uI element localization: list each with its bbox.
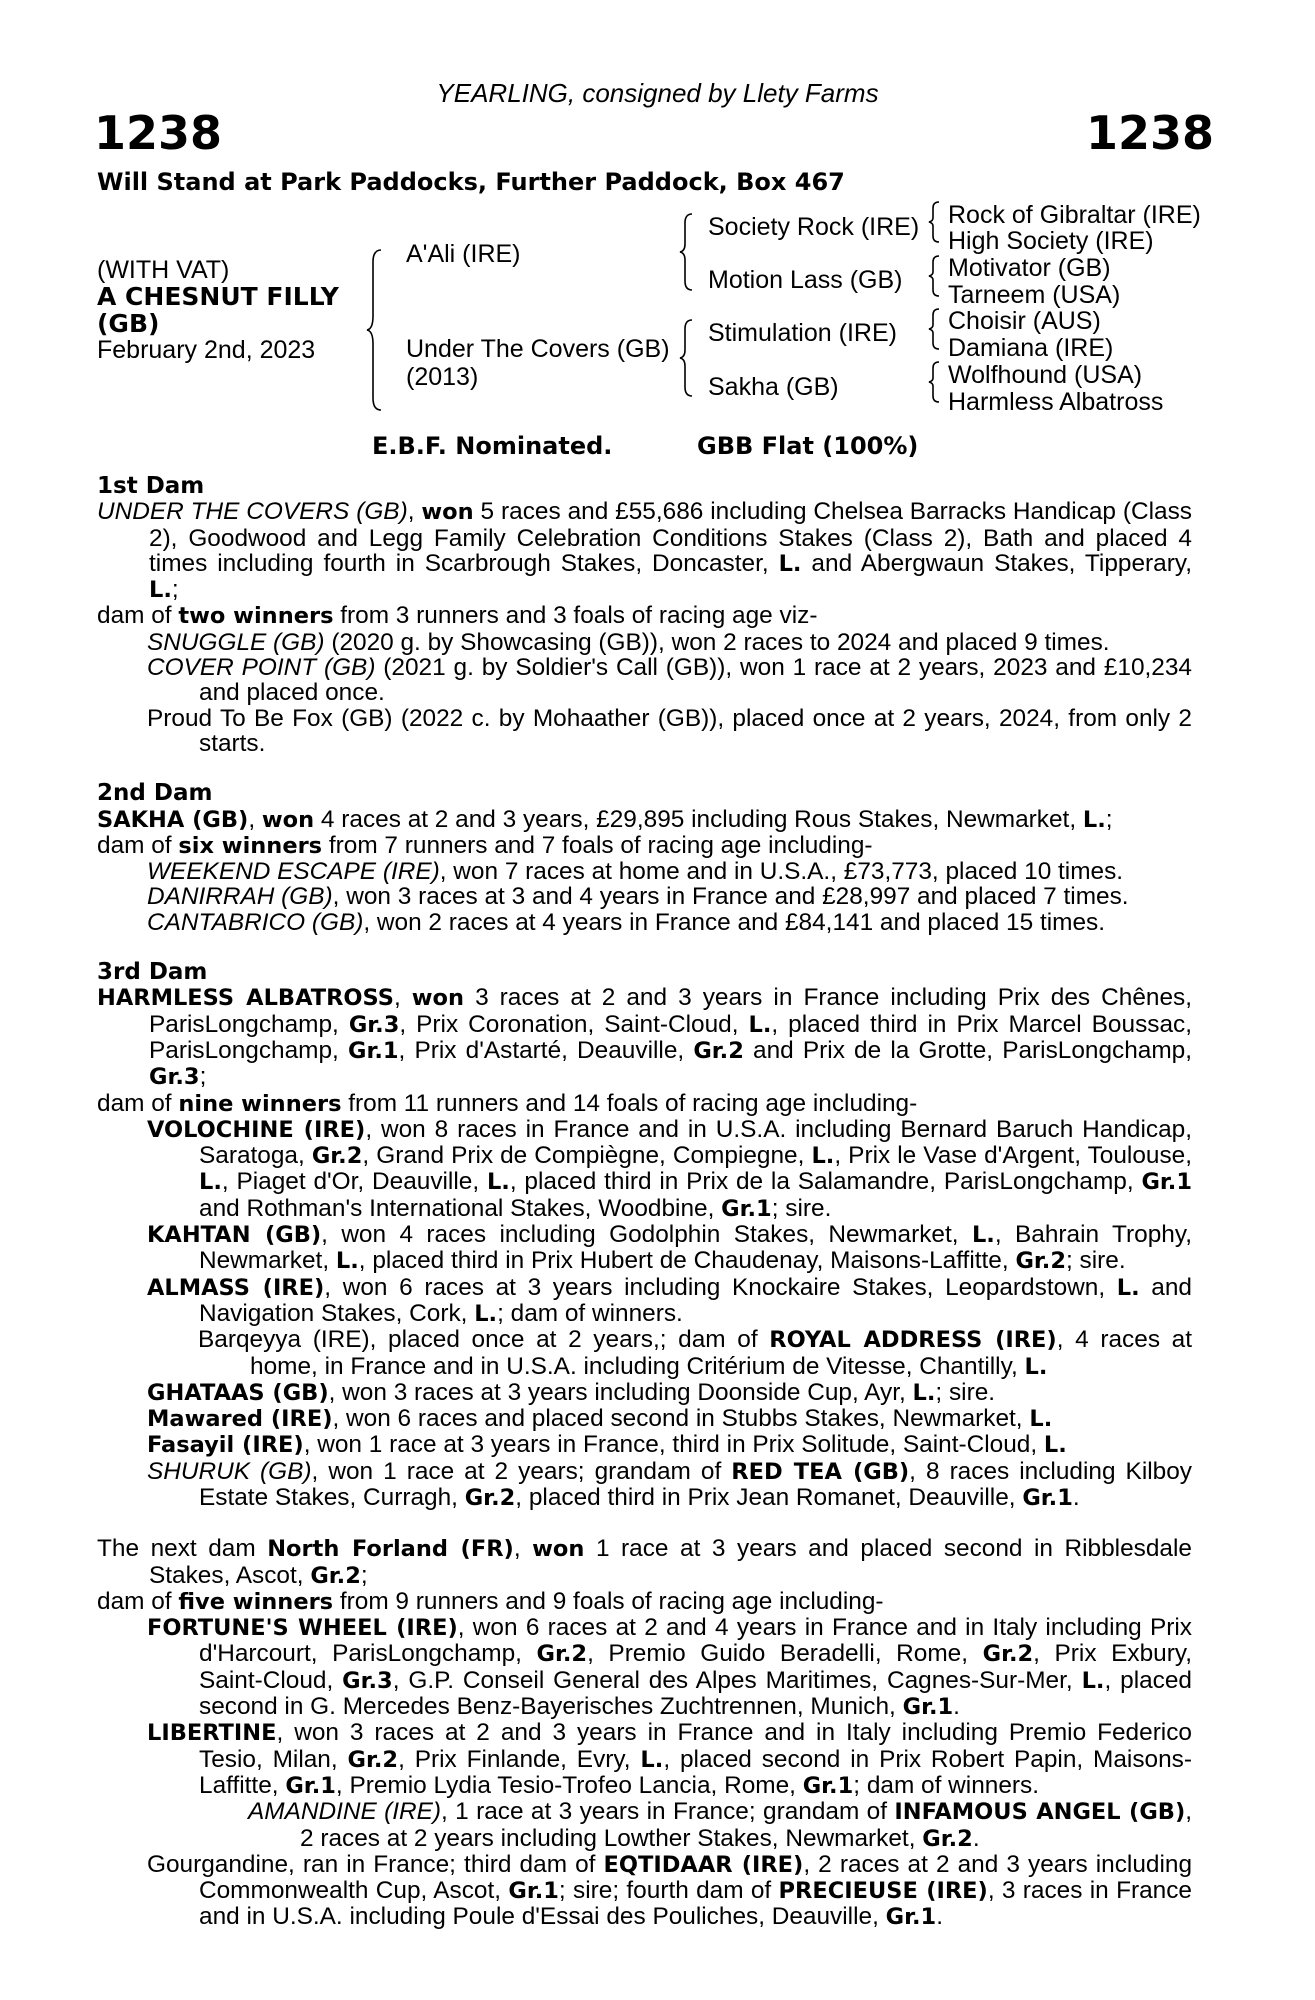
second-dam-record: SAKHA (GB), won 4 races at 2 and 3 years, £29,895 including Rous Stakes, Newmarket, L.;: [97, 805, 1113, 833]
dam-brace: [680, 320, 694, 396]
horse-title: A CHESNUT FILLY: [97, 282, 339, 311]
gg-name-4: Tarneem (USA): [948, 281, 1121, 309]
third-dam-heading: 3rd Dam: [97, 959, 208, 986]
gg-brace-1: [929, 202, 941, 242]
stand-location: Will Stand at Park Paddocks, Further Paddock, Box 467: [97, 168, 845, 196]
produce-volochine: VOLOCHINE (IRE), won 8 races in France and in U.S.A. including Bernard Baruch Handicap, Saratoga, Gr.2, Grand Prix de Compiègne, Compiegne, L., Prix le Vase d'Argent, Toulouse, L., Piaget d'Or, Deauville, L., placed third in Prix de la Salamandre, ParisLongchamp, Gr.1 and Rothman's International Stakes, Woodbine, Gr.1; sire.: [147, 1115, 1193, 1222]
first-dam-produce: dam of two winners from 3 runners and 3 foals of racing age viz-: [97, 602, 818, 630]
dam-name: Under The Covers (GB): [406, 335, 670, 363]
sire-brace: [680, 214, 694, 290]
foaling-date: February 2nd, 2023: [97, 336, 316, 364]
sire-dam-name: Motion Lass (GB): [708, 266, 903, 294]
gg-brace-4: [929, 362, 941, 402]
next-dam-record: The next dam North Forland (FR), won 1 race at 3 years and placed second in Ribblesdale Stakes, Ascot, Gr.2;: [97, 1535, 1192, 1589]
produce-amandine: AMANDINE (IRE), 1 race at 3 years in France; grandam of INFAMOUS ANGEL (GB), 2 races at 2 years including Lowther Stakes, Newmarket, Gr.2.: [248, 1798, 1193, 1852]
gg-name-6: Damiana (IRE): [948, 334, 1114, 362]
gg-name-7: Wolfhound (USA): [948, 361, 1143, 389]
gg-brace-3: [929, 309, 941, 349]
lot-number-left: 1238: [94, 106, 223, 160]
second-dam-produce: dam of six winners from 7 runners and 7 foals of racing age including-: [97, 831, 873, 859]
catalogue-body: [97, 474, 1192, 1931]
sire-name: A'Ali (IRE): [406, 240, 521, 268]
dam-dam-name: Sakha (GB): [708, 373, 839, 401]
produce-cover-point: COVER POINT (GB) (2021 g. by Soldier's Call (GB)), won 1 race at 2 years, 2023 and £10,234 and placed once.: [147, 654, 1192, 707]
produce-proud-to-be-fox: Proud To Be Fox (GB) (2022 c. by Mohaather (GB)), placed once at 2 years, 2024, from only 2 starts.: [147, 704, 1192, 757]
gg-name-1: Rock of Gibraltar (IRE): [948, 201, 1201, 229]
third-dam-produce: dam of nine winners from 11 runners and 14 foals of racing age including-: [97, 1089, 918, 1117]
produce-libertine: LIBERTINE, won 3 races at 2 and 3 years in France and in Italy including Premio Federico Tesio, Milan, Gr.2, Prix Finlande, Evry, L., placed second in Prix Robert Papin, Maisons-Laffitte, Gr.1, Premio Lydia Tesio-Trofeo Lancia, Rome, Gr.1; dam of winners.: [147, 1719, 1192, 1799]
consignor-line: YEARLING, consigned by Llety Farms: [436, 78, 879, 108]
gg-name-5: Choisir (AUS): [948, 307, 1101, 335]
ebf-status: E.B.F. Nominated.: [372, 432, 613, 460]
horse-title-country: (GB): [97, 309, 160, 338]
produce-cantabrico: CANTABRICO (GB), won 2 races at 4 years in France and £84,141 and placed 15 times.: [147, 908, 1106, 936]
gg-name-2: High Society (IRE): [948, 227, 1154, 255]
first-dam-heading: 1st Dam: [97, 473, 205, 499]
produce-ghataas: GHATAAS (GB), won 3 races at 3 years including Doonside Cup, Ayr, L.; sire.: [147, 1378, 996, 1406]
dam-year: (2013): [406, 363, 479, 391]
sire-sire-name: Society Rock (IRE): [708, 213, 920, 241]
third-dam-record: HARMLESS ALBATROSS, won 3 races at 2 and 3 years in France including Prix des Chênes, ParisLongchamp, Gr.3, Prix Coronation, Saint-Cloud, L., placed third in Prix Marcel Boussac, ParisLongchamp, Gr.1, Prix d'Astarté, Deauville, Gr.2 and Prix de la Grotte, ParisLongchamp, Gr.3;: [97, 984, 1193, 1091]
next-dam-produce: dam of five winners from 9 runners and 9 foals of racing age including-: [97, 1587, 884, 1615]
gg-brace-2: [929, 256, 941, 296]
lot-number-right: 1238: [1085, 106, 1214, 160]
produce-snuggle: SNUGGLE (GB) (2020 g. by Showcasing (GB)), won 2 races to 2024 and placed 9 times.: [147, 628, 1110, 656]
produce-kahtan: KAHTAN (GB), won 4 races including Godolphin Stakes, Newmarket, L., Bahrain Trophy, Newmarket, L., placed third in Prix Hubert de Chaudenay, Maisons-Laffitte, Gr.2; sire.: [147, 1221, 1192, 1275]
produce-barqeyya: Barqeyya (IRE), placed once at 2 years,; dam of ROYAL ADDRESS (IRE), 4 races at home, in France and in U.S.A. including Critérium de Vitesse, Chantilly, L.: [198, 1326, 1193, 1380]
dam-sire-name: Stimulation (IRE): [708, 319, 897, 347]
first-dam-record: UNDER THE COVERS (GB), won 5 races and £55,686 including Chelsea Barracks Handicap (Class 2), Goodwood and Legg Family Celebration Conditions Stakes (Class 2), Bath and placed 4 times including fourth in Scarbrough Stakes, Doncaster, L. and Abergwaun Stakes, Tipperary, L.;: [97, 498, 1193, 604]
gg-name-8: Harmless Albatross: [948, 388, 1164, 416]
second-dam-heading: 2nd Dam: [97, 780, 213, 807]
gg-name-3: Motivator (GB): [948, 254, 1111, 282]
produce-danirrah: DANIRRAH (GB), won 3 races at 3 and 4 years in France and £28,997 and placed 7 times.: [147, 883, 1129, 911]
produce-weekend-escape: WEEKEND ESCAPE (IRE), won 7 races at home and in U.S.A., £73,773, placed 10 times.: [147, 858, 1124, 886]
gbb-status: GBB Flat (100%): [697, 432, 919, 460]
produce-shuruk: SHURUK (GB), won 1 race at 2 years; grandam of RED TEA (GB), 8 races including Kilboy Estate Stakes, Curragh, Gr.2, placed third in Prix Jean Romanet, Deauville, Gr.1.: [147, 1457, 1192, 1511]
produce-fasayil: Fasayil (IRE), won 1 race at 3 years in France, third in Prix Solitude, Saint-Cloud, L.: [147, 1431, 1067, 1459]
produce-mawared: Mawared (IRE), won 6 races and placed second in Stubbs Stakes, Newmarket, L.: [147, 1405, 1053, 1433]
produce-gourgandine: Gourgandine, ran in France; third dam of EQTIDAAR (IRE), 2 races at 2 and 3 years including Commonwealth Cup, Ascot, Gr.1; sire; fourth dam of PRECIEUSE (IRE), 3 races in France and in U.S.A. including Poule d'Essai des Pouliches, Deauville, Gr.1.: [147, 1850, 1193, 1931]
produce-fortunes-wheel: FORTUNE'S WHEEL (IRE), won 6 races at 2 and 4 years in France and in Italy including Prix d'Harcourt, ParisLongchamp, Gr.2, Premio Guido Beradelli, Rome, Gr.2, Prix Exbury, Saint-Cloud, Gr.3, G.P. Conseil General des Alpes Maritimes, Cagnes-Sur-Mer, L., placed second in G. Mercedes Benz-Bayerisches Zuchtrennen, Munich, Gr.1.: [147, 1614, 1192, 1721]
produce-almass: ALMASS (IRE), won 6 races at 3 years including Knockaire Stakes, Leopardstown, L. and Navigation Stakes, Cork, L.; dam of winners.: [147, 1273, 1192, 1327]
parents-brace: [367, 250, 383, 410]
vat-note: (WITH VAT): [97, 256, 230, 284]
